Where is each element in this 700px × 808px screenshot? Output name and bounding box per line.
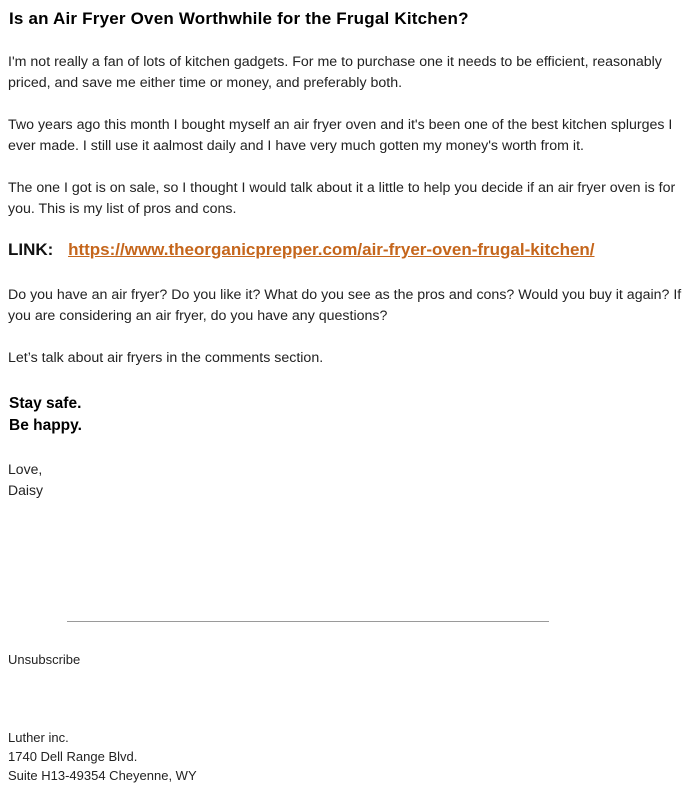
- address-street: 1740 Dell Range Blvd.: [8, 749, 138, 764]
- signoff: Love,: [8, 461, 43, 477]
- signature: Daisy: [8, 482, 44, 498]
- link-label: LINK:: [8, 240, 54, 259]
- body-paragraph-2: Two years ago this month I bought myself an air fryer oven and it's been one of the best kitchen splurges I ever made. I still use it aalmost daily and I have very much gotten my money's worth from it.: [8, 117, 673, 154]
- address-company: Luther inc.: [8, 730, 69, 745]
- address-suite-city: Suite H13-49354 Cheyenne, WY: [8, 768, 197, 783]
- body-paragraph-3: The one I got is on sale, so I thought I would talk about it a little to help you decide if an air fryer oven is for you. This is my list of pros and cons.: [8, 180, 676, 217]
- footer-divider: [67, 621, 549, 622]
- body-paragraph-5: Let’s talk about air fryers in the comments section.: [8, 350, 324, 366]
- unsubscribe-link[interactable]: Unsubscribe: [8, 652, 81, 667]
- closing-stay-safe: Stay safe.: [9, 395, 82, 412]
- body-paragraph-1: I'm not really a fan of lots of kitchen gadgets. For me to purchase one it needs to be efficient, reasonably priced, and save me either time or money, and preferably both.: [8, 54, 662, 91]
- link-line: [8, 240, 595, 260]
- body-paragraph-4: Do you have an air fryer? Do you like it? What do you see as the pros and cons? Would you buy it again? If you are considering an air fryer, do you have any questions?: [8, 287, 682, 324]
- email-title: Is an Air Fryer Oven Worthwhile for the Frugal Kitchen?: [9, 9, 469, 28]
- closing-be-happy: Be happy.: [9, 417, 82, 434]
- article-link[interactable]: https://www.theorganicprepper.com/air-fryer-oven-frugal-kitchen/: [68, 240, 595, 259]
